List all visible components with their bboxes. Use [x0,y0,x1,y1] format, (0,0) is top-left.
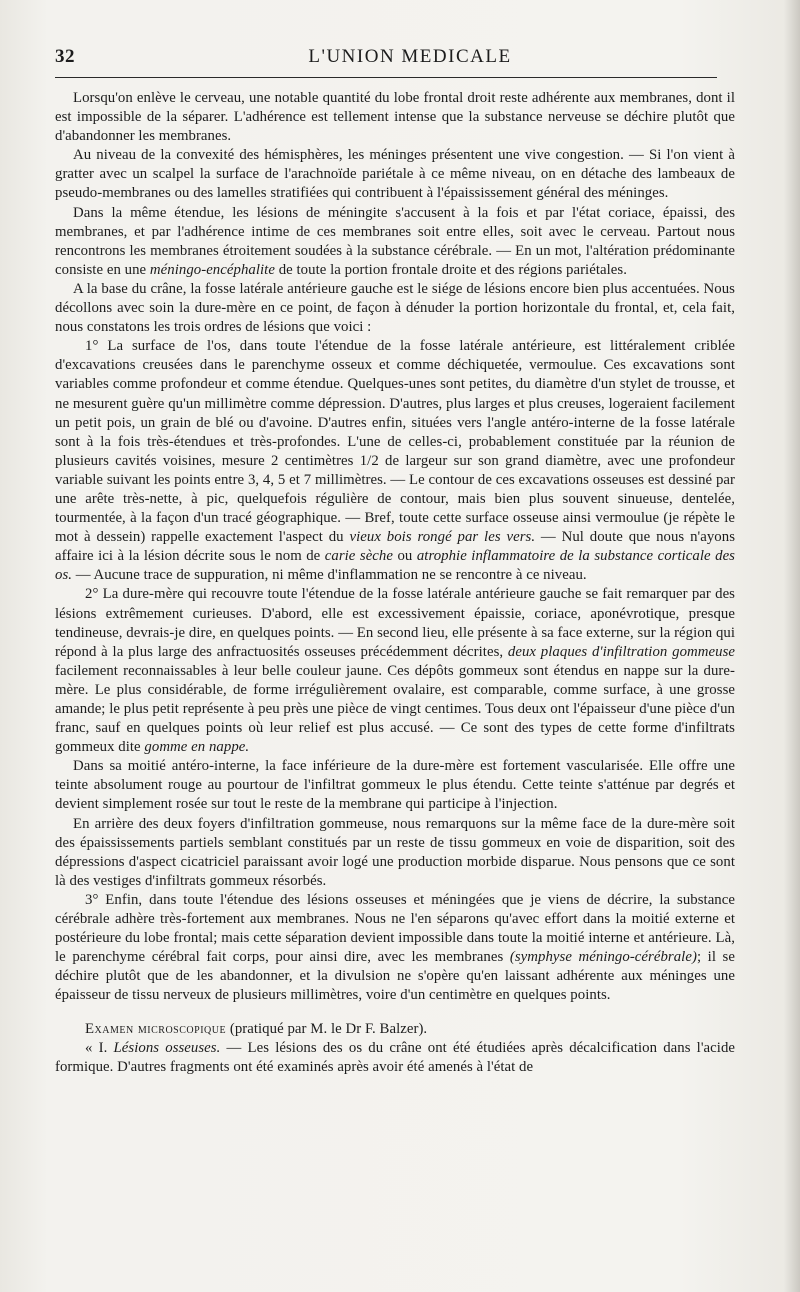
paragraph-convexity: Au niveau de la convexité des hémisphères, les méninges présentent une vive congestion. — Si l'on vient à gratter avec un scalpel la surface de l'arachnoïde pariétale à ce même niveau, on en détache des lambeaux de pseudo-membranes ou des lamelles stratifiées qui contribuent à l'épaississement général des méninges. [55,147,735,202]
header-rule [55,77,717,78]
paragraph-text: ; il se déchire plutôt que de les abandonner, et la divulsion ne s'opère qu'en laissant adhérente aux méninges une épaisseur de tissu nerveux de plusieurs millimètres, voire d'un centimètre en quelques points. [55,949,735,1004]
paragraph-text: 3° Enfin, dans toute l'étendue des lésions osseuses et méningées que je viens de décrire, la substance cérébrale adhère très-fortement aux membranes. Nous ne l'en séparons qu'avec effort dans la moitié externe et postérieure du lobe frontal; mais cette séparation devient impossible dans toute la moitié interne et antérieure. Là, le parenchyme cérébral fait corps, pour ainsi dire, avec les membranes [55,891,735,966]
paragraph-text: ou [397,548,413,565]
paragraph-brain-removal: Lorsqu'on enlève le cerveau, une notable quantité du lobe frontal droit reste adhérente aux membranes, dont il est impossible de la séparer. L'adhérence est tellement intense que la substance nerveuse se déchire plutôt que d'abandonner les membranes. [55,90,735,145]
paragraph-text: 1° La surface de l'os, dans toute l'étendue de la fosse latérale antérieure, est littéralement criblée d'excavations creusées dans le parenchyme osseux et comme déchiquetée, vermoulue. Ces excavations sont variables comme profondeur et comme étendue. Quelques-unes sont petites, du diamètre d'un stylet de trousse, et ne mesurent guère qu'un millimètre comme dépression. D'autres, plus larges et plus creuses, logeraient facilement un petit pois, un grain de blé ou d'avoine. D'autres enfin, situées vers l'angle antéro-interne de la fosse latérale sont à la fois très-étendues et très-profondes. L'une de celles-ci, probablement constituée par la réunion de plusieurs cavités voisines, mesure 2 centimètres 1/2 de largeur sur son grand diamètre, avec une profondeur variable suivant les points entre 3, 4, 5 et 7 millimètres. — Le contour de ces excavations osseuses est dessiné par une arête très-nette, à pic, quelquefois régulière de contour, mais bien plus souvent sinueuse, dentelée, tourmentée, à la façon d'un tracé géographique. — Bref, toute cette surface osseuse ainsi vermoulue (je répète le mot à dessein) rappelle exactement l'aspect du [55,338,735,546]
paragraph-text: facilement reconnaissables à leur belle couleur jaune. Ces dépôts gommeux sont étendus en nappe sur la dure-mère. Le plus considérable, de forme irrégulièrement ovalaire, est comparable, comme surface, à une grosse amande; le plus petit représente à peu près une pièce de vingt centimes. Tous deux ont l'épaisseur d'une pièce d'un franc, sauf en quelques points où leur relief est plus accusé. — Ce sont des types de cette forme d'infiltrats gommeux dite [55,662,735,756]
paragraph-text: — Nul doute que nous n'ayons affaire ici à la lésion décrite sous le nom de [55,529,736,565]
paragraph-meningitis [55,204,735,280]
paragraph-bone-lesions [55,337,735,585]
page-edge-shadow [784,0,800,1292]
emphasis-term: méningo-encéphalite [149,261,275,278]
section-heading [55,1020,735,1039]
paragraph-vascularisation: Dans sa moitié antéro-interne, la face inférieure de la dure-mère est fortement vascularisée. Elle offre une teinte absolument rouge au pourtour de l'infiltrat gommeux le plus étendu. Cette teinte s'atténue par degrés et devient simplement rosée sur tout le reste de la membrane qui participe à l'injection. [55,758,735,813]
emphasis-term: deux plaques d'infiltration gommeuse [507,643,735,660]
paragraph-text: 2° La dure-mère qui recouvre toute l'étendue de la fosse latérale antérieure gauche se fait remarquer par des lésions extrêmement curieuses. D'abord, elle est excessivement épaissie, coriace, aponévrotique, presque tendineuse, devrais-je dire, en quelques points. — En second lieu, elle présente à sa face externe, sur la région qui répond à la plus large des anfractuosités osseuses précédemment décrites, [55,586,735,660]
section-heading-caps: Examen microscopique [85,1020,227,1037]
article-body [55,89,735,1077]
section-heading-rest: (pratiqué par M. le Dr F. Balzer). [229,1020,428,1037]
paragraph-dura-mater [55,585,735,757]
emphasis-term: vieux bois rongé par les vers. [349,529,536,546]
paragraph-skull-base: A la base du crâne, la fosse latérale antérieure gauche est le siége de lésions encore bien plus accentuées. Nous décollons avec soin la dure-mère en ce point, de façon à dénuder la portion horizontale du frontal, et, cela fait, nous constatons les trois ordres de lésions que voici : [55,280,735,336]
paragraph-gummous-foci: En arrière des deux foyers d'infiltration gommeuse, nous remarquons sur la même face de la dure-mère soit des épaississements partiels semblant constitués par un reste de tissu gommeux en voie de disparition, soit des dépressions d'aspect cicatriciel paraissant avoir logé une production morbide disparue. Nous pensons que ce sont là des vestiges d'infiltrats gommeux résorbés. [55,815,735,889]
paragraph-text: de toute la portion frontale droite et des régions pariétales. [278,261,627,278]
subsection-title: Lésions osseuses. [113,1039,221,1056]
paragraph-text: Dans la même étendue, les lésions de méningite s'accusent à la fois et par l'état coriace, épaissi, des membranes, et par l'adhérence intime de ces membranes soit entre elles, soit avec le cerveau. Partout nous rencontrons les membranes étroitement soudées à la substance cérébrale. — En un mot, l'altération prédominante consiste en une [55,204,735,278]
emphasis-term: gomme en nappe. [144,739,250,756]
paragraph-text: — Aucune trace de suppuration, ni même d'inflammation ne se rencontre à ce niveau. [75,567,587,584]
subsection-number: « I. [85,1039,108,1056]
emphasis-term: carie sèche [324,548,393,565]
emphasis-term: atrophie inflammatoire de la substance corticale des os. [55,548,735,584]
page-number: 32 [55,46,75,67]
emphasis-term: (symphyse méningo-cérébrale) [509,949,697,966]
subsection-bone-lesions [55,1039,735,1077]
subsection-text: — Les lésions des os du crâne ont été étudiées après décalcification dans l'acide formique. D'autres fragments ont été examinés après avoir été amenés à l'état de [55,1039,736,1075]
section-spacer [55,1006,735,1020]
running-title: L'UNION MEDICALE [308,46,512,67]
paragraph-cerebral-adhesion [55,891,735,1006]
